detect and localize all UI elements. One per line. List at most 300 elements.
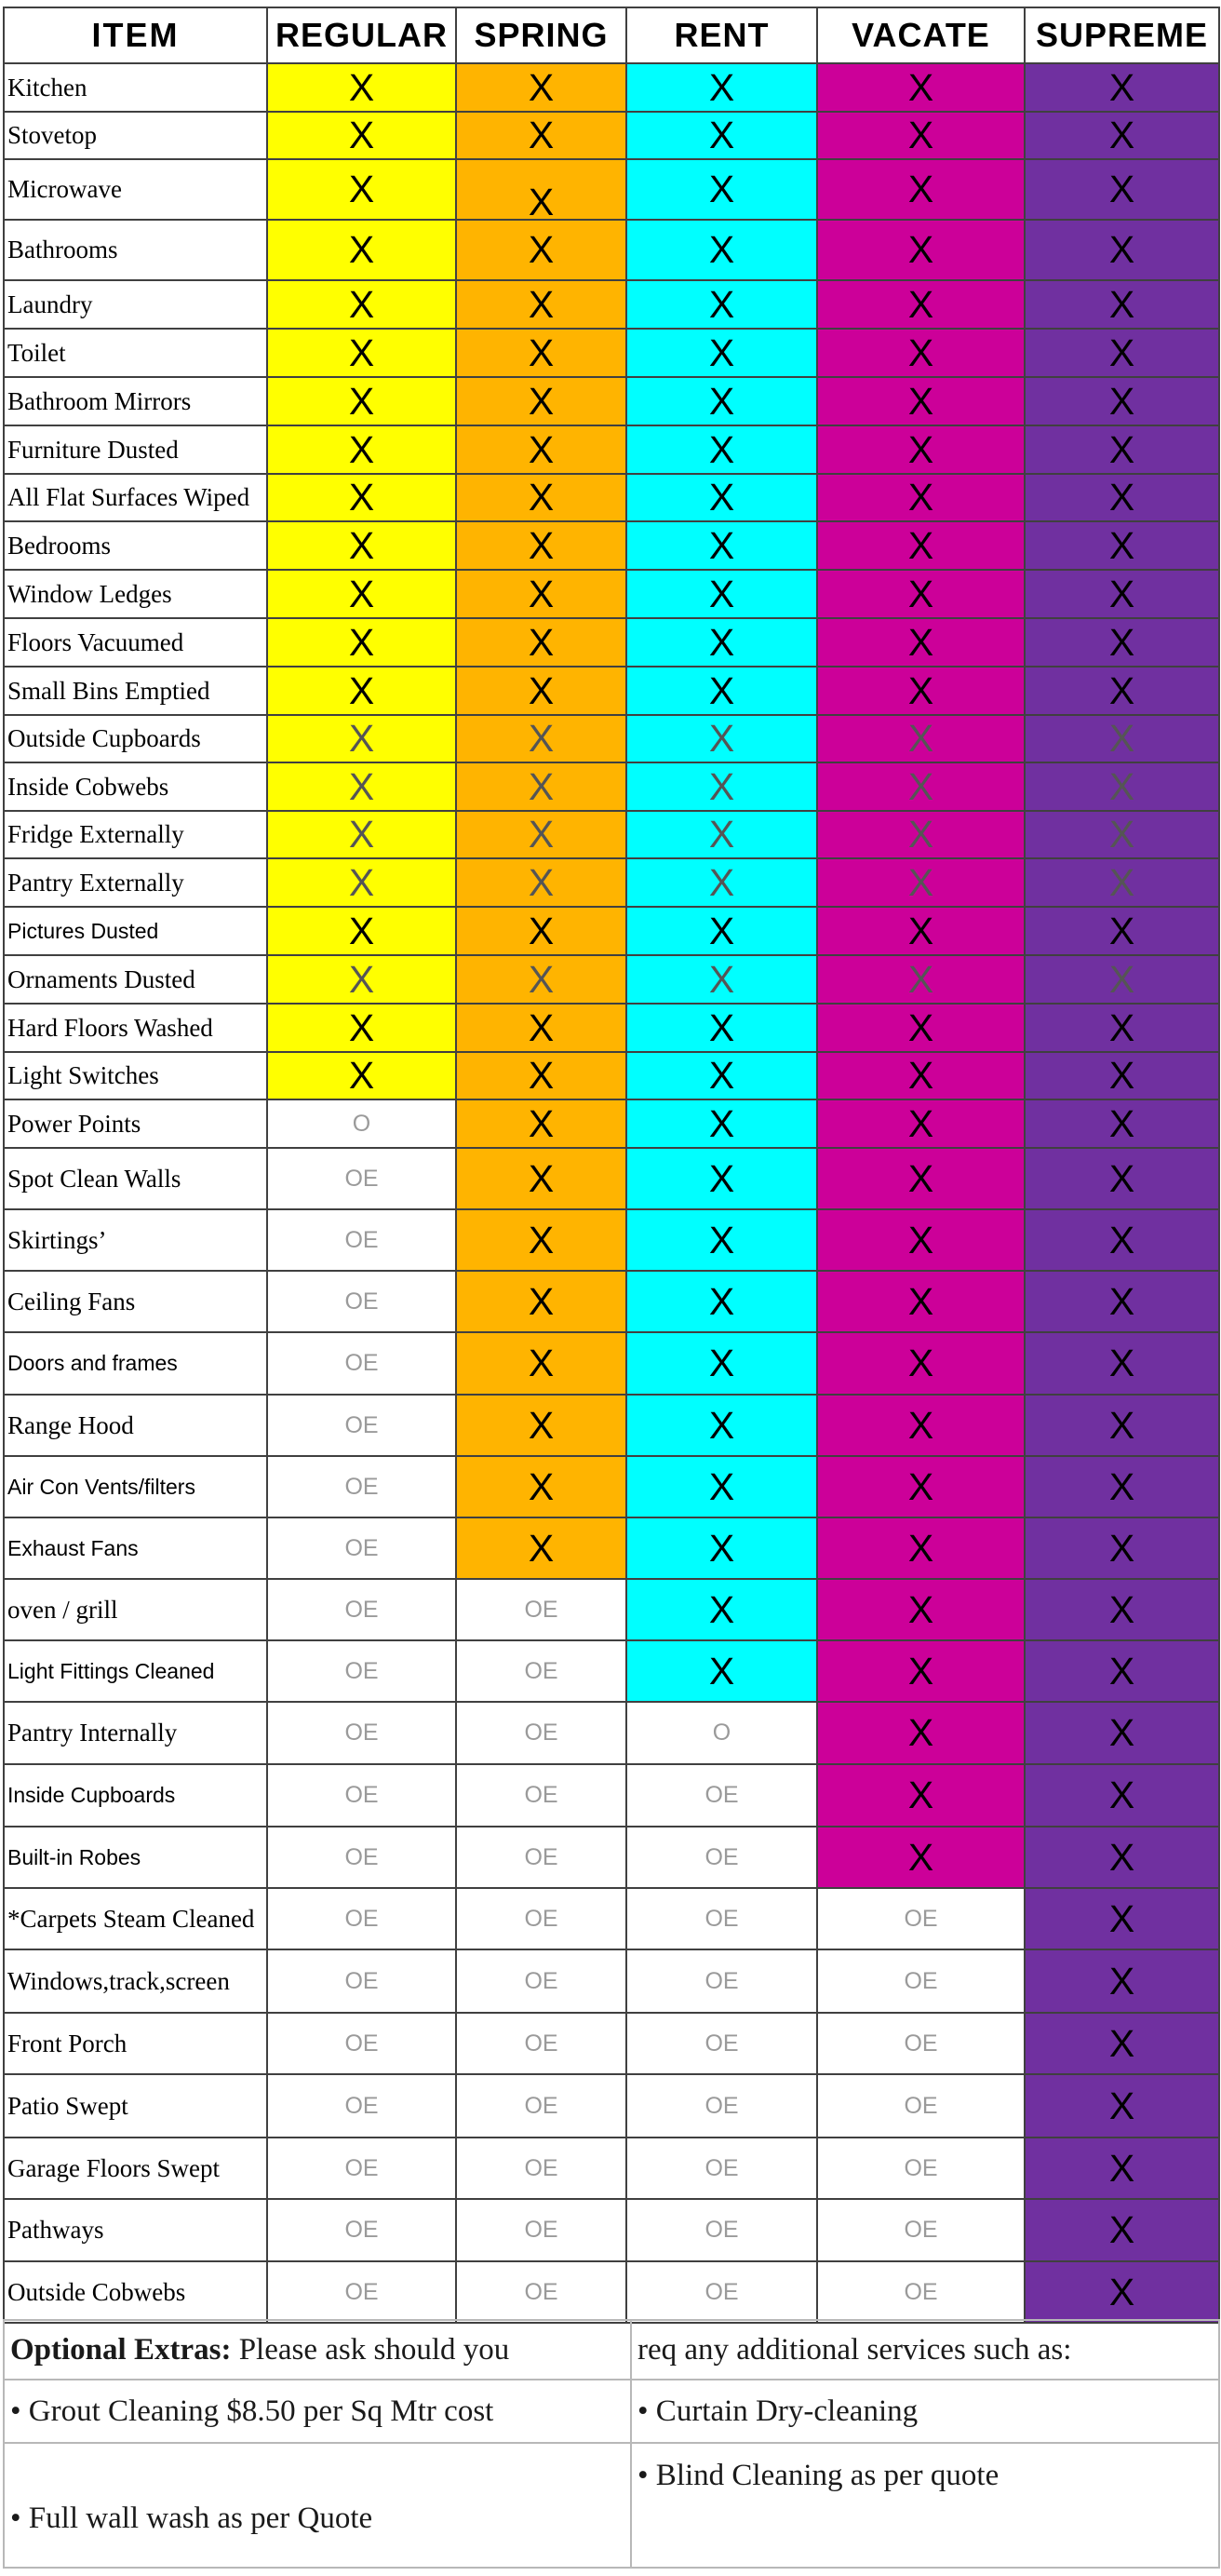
included-mark: X <box>708 330 735 374</box>
mark-regular <box>267 63 456 112</box>
mark-spring <box>456 2261 626 2323</box>
included-mark: X <box>1108 717 1135 760</box>
included-mark: X <box>907 1835 934 1879</box>
optional-extra-mark: O <box>712 1720 731 1746</box>
mark-rent <box>626 1395 817 1456</box>
mark-spring <box>456 667 626 715</box>
table-row <box>4 521 1219 570</box>
mark-vacate <box>817 1099 1025 1148</box>
mark-supreme <box>1025 1640 1219 1702</box>
mark-regular <box>267 1888 456 1949</box>
included-mark: X <box>528 476 555 519</box>
mark-supreme <box>1025 1456 1219 1517</box>
included-mark: X <box>1108 2270 1135 2313</box>
included-mark: X <box>1108 379 1135 423</box>
included-mark: X <box>348 860 375 904</box>
mark-supreme <box>1025 1579 1219 1640</box>
mark-supreme <box>1025 667 1219 715</box>
mark-supreme <box>1025 1517 1219 1579</box>
included-mark: X <box>1108 1218 1135 1261</box>
optional-extra-mark: OE <box>524 1905 558 1932</box>
included-mark: X <box>528 572 555 615</box>
included-mark: X <box>528 282 555 326</box>
included-mark: X <box>708 764 735 808</box>
mark-regular <box>267 907 456 955</box>
mark-supreme <box>1025 2138 1219 2199</box>
mark-vacate <box>817 280 1025 329</box>
mark-regular <box>267 474 456 521</box>
table-row <box>4 1004 1219 1052</box>
included-mark: X <box>1108 228 1135 271</box>
mark-regular <box>267 2013 456 2074</box>
item-label: oven / grill <box>4 1579 267 1640</box>
mark-rent <box>626 1579 817 1640</box>
mark-spring <box>456 618 626 667</box>
included-mark: X <box>708 1526 735 1570</box>
included-mark: X <box>907 523 934 567</box>
mark-vacate <box>817 425 1025 474</box>
included-mark: X <box>907 379 934 423</box>
mark-supreme <box>1025 715 1219 762</box>
mark-regular <box>267 1949 456 2013</box>
mark-supreme <box>1025 811 1219 858</box>
mark-rent <box>626 2199 817 2261</box>
included-mark: X <box>528 1218 555 1261</box>
mark-regular <box>267 1702 456 1764</box>
header-rent: RENT <box>626 7 817 63</box>
mark-supreme <box>1025 474 1219 521</box>
mark-rent <box>626 1004 817 1052</box>
mark-vacate <box>817 811 1025 858</box>
optional-extra-mark: OE <box>704 2217 739 2243</box>
item-label: Front Porch <box>4 2013 267 2074</box>
included-mark: X <box>1108 1649 1135 1693</box>
included-mark: X <box>708 909 735 952</box>
table-row <box>4 2261 1219 2323</box>
mark-regular <box>267 1640 456 1702</box>
mark-vacate <box>817 2261 1025 2323</box>
optional-extra-mark: OE <box>344 1657 379 1684</box>
item-label: Bathrooms <box>4 220 267 280</box>
optional-extra-mark: OE <box>344 1534 379 1561</box>
mark-spring <box>456 2074 626 2138</box>
mark-regular <box>267 955 456 1004</box>
mark-regular <box>267 425 456 474</box>
mark-vacate <box>817 907 1025 955</box>
mark-rent <box>626 2261 817 2323</box>
mark-spring <box>456 1764 626 1827</box>
mark-rent <box>626 2138 817 2199</box>
mark-vacate <box>817 1640 1025 1702</box>
optional-extra-mark: OE <box>704 1843 739 1870</box>
included-mark: X <box>708 813 735 856</box>
included-mark: X <box>528 620 555 664</box>
mark-spring <box>456 1888 626 1949</box>
included-mark: X <box>1108 1101 1135 1145</box>
included-mark: X <box>708 668 735 712</box>
mark-supreme <box>1025 377 1219 425</box>
optional-extra-mark: OE <box>344 1288 379 1315</box>
extra-blind-cleaning-cell <box>631 2443 1219 2568</box>
mark-rent <box>626 425 817 474</box>
included-mark: X <box>708 1279 735 1323</box>
mark-supreme <box>1025 521 1219 570</box>
table-row <box>4 955 1219 1004</box>
table-row <box>4 762 1219 811</box>
included-mark: X <box>1108 813 1135 856</box>
optional-extra-mark: OE <box>344 1596 379 1623</box>
included-mark: X <box>528 1279 555 1323</box>
mark-spring <box>456 280 626 329</box>
table-row <box>4 715 1219 762</box>
optional-extra-mark: OE <box>904 1905 938 1932</box>
included-mark: X <box>348 523 375 567</box>
included-mark: X <box>1108 65 1135 109</box>
mark-supreme <box>1025 955 1219 1004</box>
mark-supreme <box>1025 1332 1219 1395</box>
table-row <box>4 570 1219 618</box>
item-label: Spot Clean Walls <box>4 1148 267 1209</box>
included-mark: X <box>1108 2021 1135 2065</box>
table-row <box>4 1827 1219 1888</box>
included-mark: X <box>1108 2208 1135 2251</box>
included-mark: X <box>708 620 735 664</box>
included-mark: X <box>348 330 375 374</box>
mark-rent <box>626 618 817 667</box>
mark-supreme <box>1025 907 1219 955</box>
mark-regular <box>267 2138 456 2199</box>
optional-extra-mark: OE <box>704 2030 739 2057</box>
included-mark: X <box>528 427 555 471</box>
optional-extra-mark: OE <box>904 2217 938 2243</box>
included-mark: X <box>348 1005 375 1049</box>
header-regular: REGULAR <box>267 7 456 63</box>
item-label: Window Ledges <box>4 570 267 618</box>
mark-regular <box>267 220 456 280</box>
table-row <box>4 1209 1219 1271</box>
table-row <box>4 280 1219 329</box>
included-mark: X <box>348 427 375 471</box>
mark-rent <box>626 570 817 618</box>
included-mark: X <box>348 114 375 156</box>
included-mark: X <box>528 330 555 374</box>
optional-extra-mark: OE <box>904 2154 938 2181</box>
mark-spring <box>456 220 626 280</box>
included-mark: X <box>708 1342 735 1384</box>
included-mark: X <box>708 427 735 471</box>
table-row <box>4 1888 1219 1949</box>
included-mark: X <box>708 1218 735 1261</box>
item-label: Small Bins Emptied <box>4 667 267 715</box>
included-mark: X <box>1108 2084 1135 2127</box>
mark-regular <box>267 762 456 811</box>
included-mark: X <box>1108 2146 1135 2190</box>
item-label: Furniture Dusted <box>4 425 267 474</box>
table-row <box>4 1456 1219 1517</box>
mark-spring <box>456 2013 626 2074</box>
included-mark: X <box>348 813 375 856</box>
mark-regular <box>267 570 456 618</box>
table-row <box>4 1052 1219 1099</box>
included-mark: X <box>907 764 934 808</box>
mark-vacate <box>817 2138 1025 2199</box>
mark-rent <box>626 1949 817 2013</box>
mark-spring <box>456 1517 626 1579</box>
included-mark: X <box>708 1464 735 1508</box>
included-mark: X <box>1108 523 1135 567</box>
mark-regular <box>267 1271 456 1332</box>
mark-vacate <box>817 858 1025 907</box>
table-row <box>4 667 1219 715</box>
extras-intro-right: req any additional services such as: <box>631 2320 1219 2380</box>
included-mark: X <box>708 1403 735 1447</box>
mark-regular <box>267 667 456 715</box>
included-mark: X <box>708 957 735 1001</box>
included-mark: X <box>907 476 934 519</box>
optional-extra-mark: OE <box>344 1905 379 1932</box>
mark-spring <box>456 1579 626 1640</box>
included-mark: X <box>348 668 375 712</box>
mark-vacate <box>817 570 1025 618</box>
item-label: Outside Cupboards <box>4 715 267 762</box>
mark-spring <box>456 1456 626 1517</box>
mark-rent <box>626 63 817 112</box>
item-label: Doors and frames <box>4 1332 267 1395</box>
included-mark: X <box>1108 330 1135 374</box>
mark-supreme <box>1025 220 1219 280</box>
mark-supreme <box>1025 425 1219 474</box>
optional-extra-mark: OE <box>344 1473 379 1500</box>
optional-extra-mark: OE <box>524 1596 558 1623</box>
mark-regular <box>267 1332 456 1395</box>
item-label: Windows,track,screen <box>4 1949 267 2013</box>
mark-spring <box>456 1148 626 1209</box>
optional-extra-mark: OE <box>524 2092 558 2119</box>
mark-regular <box>267 618 456 667</box>
included-mark: X <box>348 65 375 109</box>
included-mark: X <box>528 668 555 712</box>
included-mark: X <box>348 909 375 952</box>
item-label: Garage Floors Swept <box>4 2138 267 2199</box>
table-row <box>4 1332 1219 1395</box>
item-label: Bathroom Mirrors <box>4 377 267 425</box>
mark-rent <box>626 762 817 811</box>
mark-spring <box>456 159 626 220</box>
included-mark: X <box>907 1587 934 1631</box>
included-mark: X <box>1108 1005 1135 1049</box>
table-row <box>4 425 1219 474</box>
item-label: Fridge Externally <box>4 811 267 858</box>
included-mark: X <box>1108 668 1135 712</box>
mark-regular <box>267 280 456 329</box>
mark-vacate <box>817 1209 1025 1271</box>
included-mark: X <box>348 957 375 1001</box>
included-mark: X <box>528 1403 555 1447</box>
included-mark: X <box>348 282 375 326</box>
included-mark: X <box>1108 1156 1135 1200</box>
item-label: Stovetop <box>4 112 267 159</box>
item-label: Toilet <box>4 329 267 377</box>
included-mark: X <box>907 572 934 615</box>
included-mark: X <box>708 65 735 109</box>
item-label: Ornaments Dusted <box>4 955 267 1004</box>
included-mark: X <box>528 860 555 904</box>
mark-rent <box>626 1517 817 1579</box>
included-mark: X <box>528 65 555 109</box>
extras-intro-text: Please ask should you <box>231 2332 510 2367</box>
table-row <box>4 1579 1219 1640</box>
mark-rent <box>626 2013 817 2074</box>
mark-vacate <box>817 474 1025 521</box>
mark-rent <box>626 377 817 425</box>
mark-vacate <box>817 667 1025 715</box>
table-row <box>4 1640 1219 1702</box>
table-row <box>4 2199 1219 2261</box>
included-mark: X <box>907 1403 934 1447</box>
optional-extra-mark: OE <box>344 1782 379 1808</box>
mark-vacate <box>817 329 1025 377</box>
mark-regular <box>267 377 456 425</box>
mark-rent <box>626 1702 817 1764</box>
included-mark: X <box>528 957 555 1001</box>
optional-extra-mark: OE <box>704 2154 739 2181</box>
mark-vacate <box>817 63 1025 112</box>
mark-rent <box>626 1148 817 1209</box>
mark-rent <box>626 907 817 955</box>
mark-vacate <box>817 1579 1025 1640</box>
optional-extra-mark: OE <box>524 2278 558 2305</box>
mark-supreme <box>1025 2261 1219 2323</box>
included-mark: X <box>708 476 735 519</box>
mark-vacate <box>817 1148 1025 1209</box>
item-label: Inside Cupboards <box>4 1764 267 1827</box>
optional-extra-mark: OE <box>704 1905 739 1932</box>
optional-extra-mark: OE <box>904 2030 938 2057</box>
mark-regular <box>267 811 456 858</box>
included-mark: X <box>1108 168 1135 210</box>
mark-regular <box>267 2074 456 2138</box>
included-mark: X <box>708 379 735 423</box>
mark-vacate <box>817 112 1025 159</box>
mark-vacate <box>817 1271 1025 1332</box>
optional-extra-mark: OE <box>704 2092 739 2119</box>
mark-vacate <box>817 1702 1025 1764</box>
header-spring: SPRING <box>456 7 626 63</box>
optional-extra-mark: OE <box>524 1657 558 1684</box>
included-mark: X <box>528 181 555 220</box>
mark-rent <box>626 1099 817 1148</box>
optional-extra-mark: OE <box>704 2278 739 2305</box>
included-mark: X <box>708 282 735 326</box>
included-mark: X <box>907 1279 934 1323</box>
included-mark: X <box>708 1587 735 1631</box>
included-mark: X <box>1108 427 1135 471</box>
optional-extra-mark: OE <box>344 2030 379 2057</box>
mark-regular <box>267 1209 456 1271</box>
mark-regular <box>267 1517 456 1579</box>
item-label: Power Points <box>4 1099 267 1148</box>
included-mark: X <box>528 1156 555 1200</box>
extra-blind-cleaning: • Blind Cleaning as per quote <box>637 2458 1000 2492</box>
included-mark: X <box>348 228 375 271</box>
included-mark: X <box>907 1005 934 1049</box>
included-mark: X <box>1108 1835 1135 1879</box>
item-label: Pantry Internally <box>4 1702 267 1764</box>
included-mark: X <box>708 717 735 760</box>
mark-spring <box>456 1395 626 1456</box>
item-label: Inside Cobwebs <box>4 762 267 811</box>
included-mark: X <box>1108 476 1135 519</box>
item-label: *Carpets Steam Cleaned <box>4 1888 267 1949</box>
mark-vacate <box>817 1004 1025 1052</box>
mark-vacate <box>817 2199 1025 2261</box>
included-mark: X <box>528 228 555 271</box>
mark-spring <box>456 1209 626 1271</box>
included-mark: X <box>907 282 934 326</box>
mark-spring <box>456 907 626 955</box>
included-mark: X <box>1108 1959 1135 2003</box>
item-label: Patio Swept <box>4 2074 267 2138</box>
optional-extra-mark: OE <box>344 1720 379 1746</box>
included-mark: X <box>528 717 555 760</box>
mark-rent <box>626 521 817 570</box>
table-row <box>4 220 1219 280</box>
optional-extra-mark: OE <box>904 2278 938 2305</box>
included-mark: X <box>907 1342 934 1384</box>
mark-supreme <box>1025 329 1219 377</box>
table-row <box>4 474 1219 521</box>
mark-regular <box>267 521 456 570</box>
included-mark: X <box>1108 1342 1135 1384</box>
mark-regular <box>267 1456 456 1517</box>
included-mark: X <box>907 909 934 952</box>
table-row <box>4 618 1219 667</box>
table-row <box>4 2074 1219 2138</box>
mark-supreme <box>1025 570 1219 618</box>
item-label: Pictures Dusted <box>4 907 267 955</box>
mark-supreme <box>1025 1209 1219 1271</box>
included-mark: X <box>1108 1464 1135 1508</box>
optional-extra-mark: OE <box>344 1843 379 1870</box>
mark-rent <box>626 1456 817 1517</box>
mark-spring <box>456 570 626 618</box>
included-mark: X <box>907 1649 934 1693</box>
mark-vacate <box>817 1827 1025 1888</box>
mark-supreme <box>1025 1888 1219 1949</box>
mark-regular <box>267 1052 456 1099</box>
optional-extra-mark: O <box>352 1110 371 1137</box>
included-mark: X <box>907 620 934 664</box>
table-row <box>4 858 1219 907</box>
table-row <box>4 1271 1219 1332</box>
extra-full-wall-wash: • Full wall wash as per Quote <box>10 2501 373 2535</box>
included-mark: X <box>708 168 735 210</box>
mark-vacate <box>817 1456 1025 1517</box>
included-mark: X <box>348 620 375 664</box>
mark-spring <box>456 329 626 377</box>
table-row <box>4 159 1219 220</box>
table-row <box>4 1099 1219 1148</box>
included-mark: X <box>708 114 735 156</box>
extra-grout-cleaning: • Grout Cleaning $8.50 per Sq Mtr cost <box>4 2380 631 2443</box>
included-mark: X <box>528 379 555 423</box>
mark-supreme <box>1025 1271 1219 1332</box>
mark-supreme <box>1025 2199 1219 2261</box>
included-mark: X <box>528 813 555 856</box>
included-mark: X <box>1108 1054 1135 1097</box>
included-mark: X <box>348 168 375 210</box>
optional-extra-mark: OE <box>524 2030 558 2057</box>
